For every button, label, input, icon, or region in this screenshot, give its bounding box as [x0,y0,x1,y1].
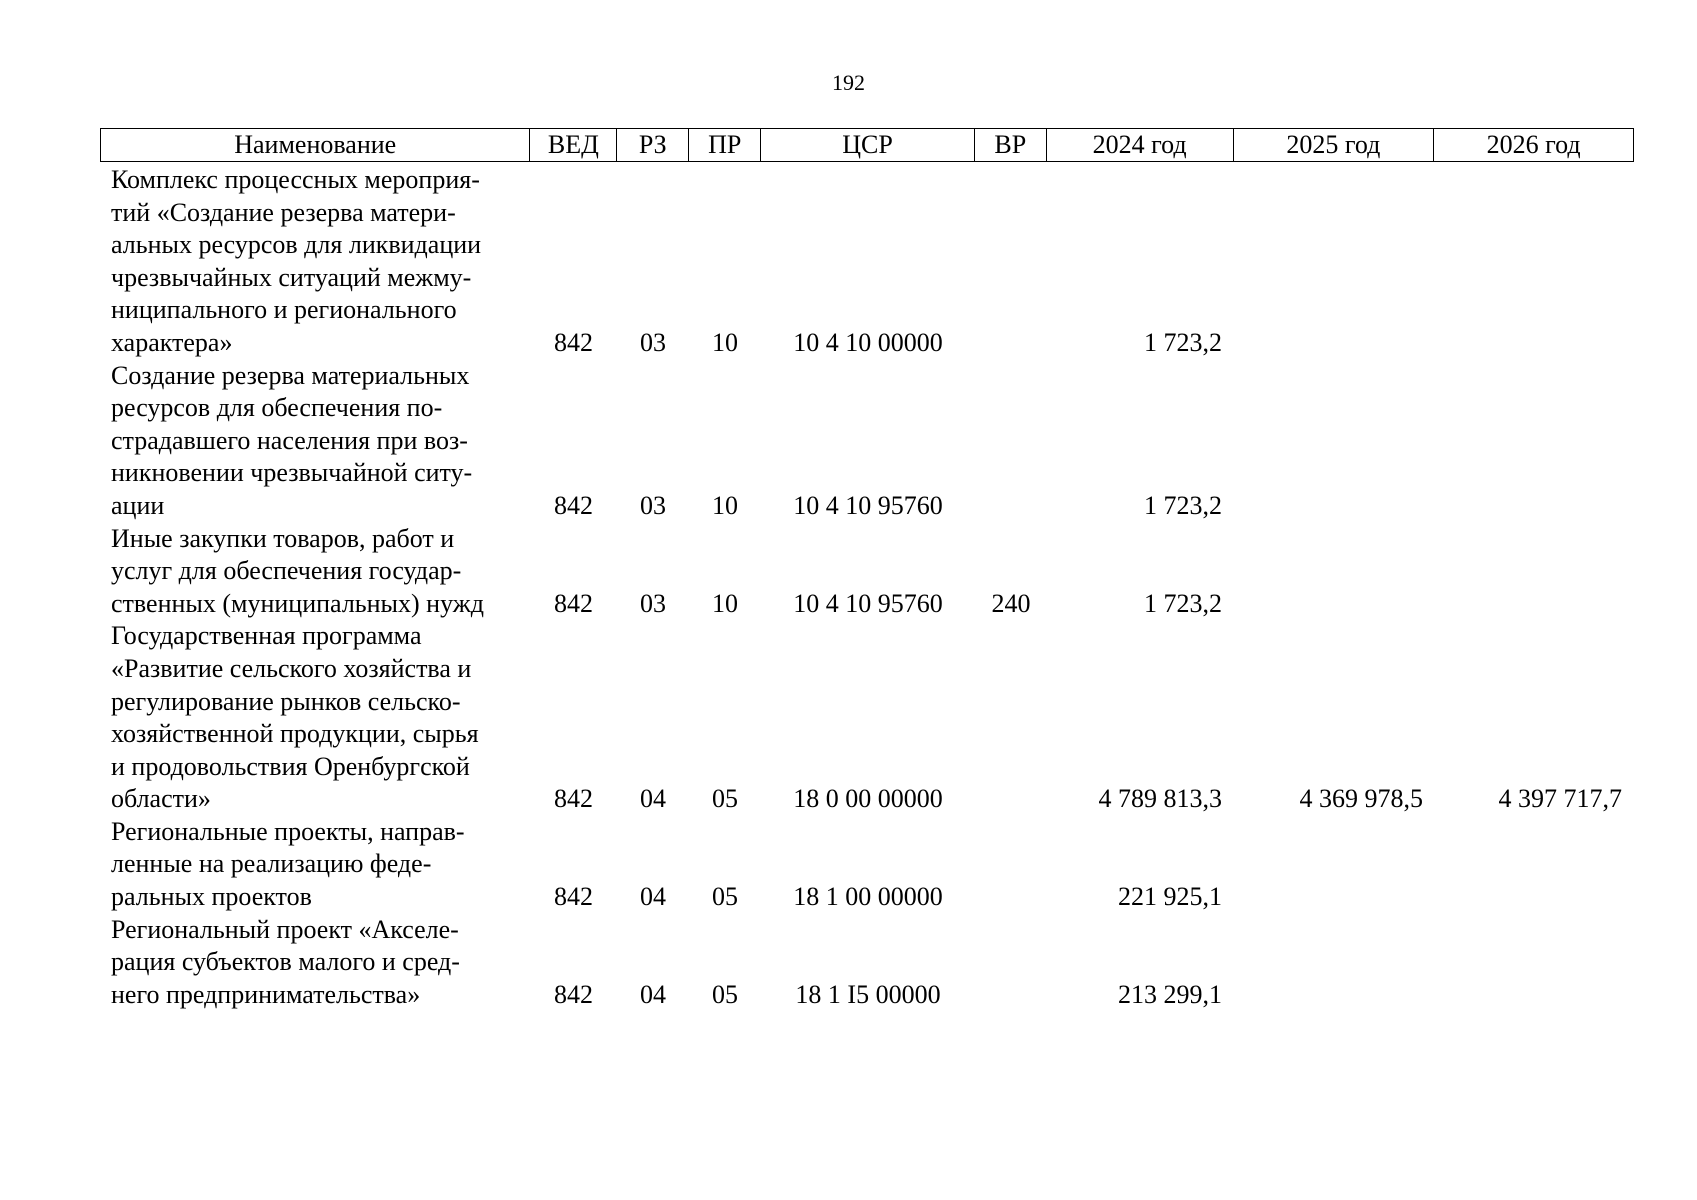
cell-rz: 04 [640,882,666,912]
name-line: Региональные проекты, направ- [111,816,465,846]
header-rz: РЗ [617,129,689,161]
table-row [100,523,1634,621]
cell-name [100,360,530,523]
cell-2024: 213 299,1 [1118,979,1222,1009]
header-name: Наименование [101,129,530,161]
cell-name [100,523,530,621]
name-line: хозяйственной продукции, сырья [111,719,479,749]
table-body [100,164,1634,1011]
cell-name [100,164,530,360]
cell-name [100,620,530,816]
name-line: чрезвычайных ситуаций межму- [111,262,472,292]
name-line: ресурсов для обеспечения по- [111,393,443,423]
name-line: Региональный проект «Акселе- [111,914,459,944]
name-line: области» [111,784,211,814]
table-row [100,360,1634,523]
name-line: него предпринимательства» [111,979,421,1009]
name-line: характера» [111,327,233,357]
table-row [100,164,1634,360]
cell-pr: 10 [712,588,738,618]
cell-rz: 03 [640,327,666,357]
name-line: ральных проектов [111,882,312,912]
name-line: рация субъектов малого и сред- [111,947,460,977]
cell-csr: 10 4 10 95760 [793,490,943,520]
cell-ved: 842 [554,327,593,357]
name-line: и продовольствия Оренбургской [111,751,470,781]
cell-pr: 10 [712,327,738,357]
cell-ved: 842 [554,882,593,912]
cell-ved: 842 [554,588,593,618]
header-2026: 2026 год [1486,130,1581,159]
header-pr: ПР [689,129,761,161]
cell-2026: 4 397 717,7 [1498,784,1622,814]
cell-csr: 10 4 10 95760 [793,588,943,618]
cell-ved: 842 [554,490,593,520]
cell-2024: 1 723,2 [1144,588,1222,618]
header-2024: 2024 год [1047,129,1234,161]
table-row [100,914,1634,1012]
cell-pr: 05 [712,979,738,1009]
name-line: страдавшего населения при воз- [111,425,468,455]
name-line: услуг для обеспечения государ- [111,556,462,586]
cell-csr: 18 1 00 00000 [793,882,943,912]
cell-rz: 04 [640,784,666,814]
name-line: альных ресурсов для ликвидации [111,230,482,260]
name-line: регулирование рынков сельско- [111,686,461,716]
cell-pr: 05 [712,784,738,814]
cell-csr: 18 0 00 00000 [793,784,943,814]
cell-name [100,816,530,914]
name-line: «Развитие сельского хозяйства и [111,653,472,683]
name-line: ниципального и регионального [111,295,457,325]
cell-2024: 4 789 813,3 [1098,784,1222,814]
cell-vr: 240 [991,588,1031,618]
cell-rz: 03 [640,588,666,618]
cell-ved: 842 [554,979,593,1009]
table-row [100,816,1634,914]
name-line: никновении чрезвычайной ситу- [111,458,473,488]
cell-2024: 1 723,2 [1144,327,1222,357]
header-csr: ЦСР [761,129,975,161]
table-row [100,620,1634,816]
name-line: ации [111,490,165,520]
cell-ved: 842 [554,784,593,814]
cell-csr: 18 1 I5 00000 [795,979,941,1009]
cell-pr: 10 [712,490,738,520]
header-2025: 2025 год [1234,129,1435,161]
cell-2024: 221 925,1 [1118,882,1222,912]
name-line: Государственная программа [111,621,422,651]
name-line: тий «Создание резерва матери- [111,197,456,227]
cell-rz: 04 [640,979,666,1009]
cell-2024: 1 723,2 [1144,490,1222,520]
header-ved: ВЕД [530,129,617,161]
name-line: ленные на реализацию феде- [111,849,432,879]
name-line: Комплекс процессных мероприя- [111,165,480,194]
name-line: Иные закупки товаров, работ и [111,523,455,553]
name-line: Создание резерва материальных [111,360,470,390]
cell-2025: 4 369 978,5 [1299,784,1423,814]
page-number: 192 [832,70,865,95]
cell-rz: 03 [640,490,666,520]
table-header [100,128,1634,162]
cell-csr: 10 4 10 00000 [793,327,943,357]
header-vr: ВР [975,129,1047,161]
cell-name [100,914,530,1012]
name-line: ственных (муниципальных) нужд [111,588,484,618]
cell-pr: 05 [712,882,738,912]
